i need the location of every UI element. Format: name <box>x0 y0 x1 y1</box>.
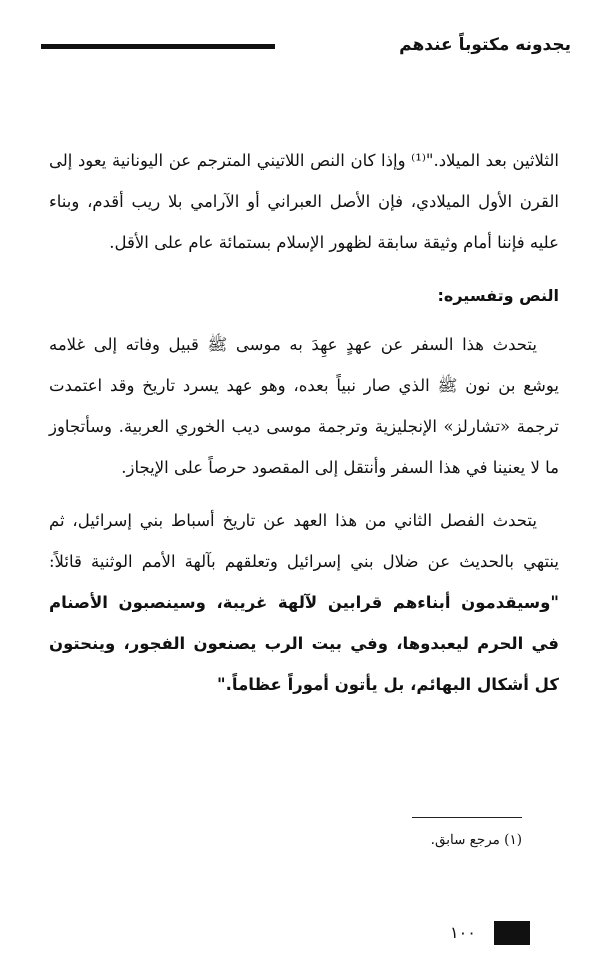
footnote: (١) مرجع سابق. <box>430 832 522 848</box>
paragraph-3-text: يتحدث الفصل الثاني من هذا العهد عن تاريخ أسباط بني إسرائيل، ثم ينتهي بالحديث عن ضلال بني إسرائيل وتعلقهم بآلهة الأمم الوثنية قائلاً: <box>49 511 559 571</box>
running-header <box>41 32 571 58</box>
paragraph-2: يتحدث هذا السفر عن عهدٍ عهِدَ به موسى ﷺ قبيل وفاته إلى غلامه يوشع بن نون ﷺ الذي صار نبياً بعده، وهو عهد يسرد تاريخ وقد اعتمدت ترجمة «تشارلز» الإنجليزية وترجمة موسى ديب الخوري العربية. وسأتجاوز ما لا يعنينا في هذا السفر وأنتقل إلى المقصود حرصاً على الإيجاز. <box>49 335 559 477</box>
page-number-box <box>494 921 530 945</box>
paragraph-1: الثلاثين بعد الميلاد."⁽¹⁾ وإذا كان النص اللاتيني المترجم عن اليونانية يعود إلى القرن الأول الميلادي، فإن الأصل العبراني أو الآرامي بلا ريب أقدم، وبناء عليه فإننا أمام وثيقة سابقة لظهور الإسلام بستمائة عام على الأقل. <box>49 151 559 252</box>
running-header-title: يجدونه مكتوباً عندهم <box>399 35 571 55</box>
header-rule <box>41 44 275 49</box>
body-text <box>49 140 559 717</box>
page-footer <box>450 921 530 947</box>
quotation: "وسيقدمون أبناءهم قرابين لآلهة غريبة، وسينصبون الأصنام في الحرم ليعبدوها، وفي بيت الرب يصنعون الفجور، وينحتون كل أشكال البهائم، بل يأتون أموراً عظاماً." <box>49 593 559 694</box>
paragraph-3 <box>49 500 559 705</box>
page-number: ١٠٠ <box>450 923 476 942</box>
footnote-rule <box>412 817 522 818</box>
section-heading: النص وتفسيره: <box>437 286 559 305</box>
